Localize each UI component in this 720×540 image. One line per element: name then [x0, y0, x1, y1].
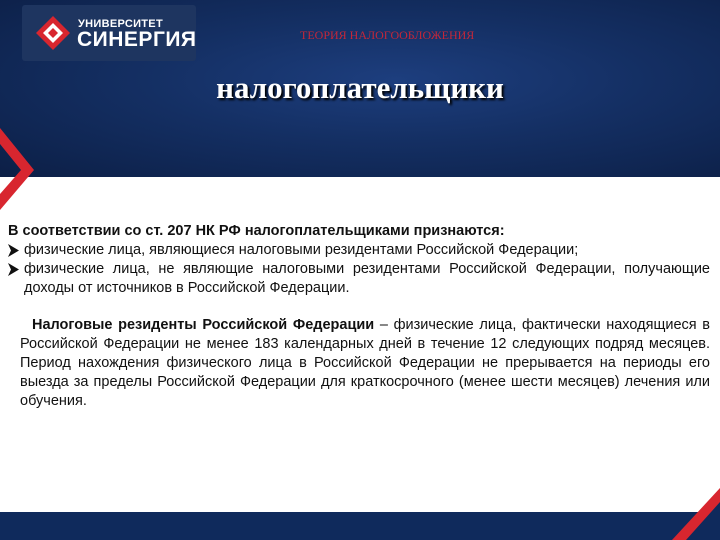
header-banner [0, 0, 720, 177]
university-logo[interactable] [22, 5, 196, 61]
intro-text: В соответствии со ст. 207 НК РФ налогоплательщиками признаются: [8, 223, 505, 239]
arrow-bullet-icon [8, 244, 19, 257]
topic-label: ТЕОРИЯ НАЛОГООБЛОЖЕНИЯ [300, 28, 475, 42]
taxpayer-list [8, 241, 710, 298]
residents-definition [8, 316, 710, 411]
footer-stripe [0, 512, 720, 540]
red-chevron-decoration [0, 100, 50, 210]
logo-university-text: УНИВЕРСИТЕТ [78, 18, 163, 30]
residents-text: – физические лица, фактически находящиеся в Российской Федерации не менее 183 календарных дней в течение 12 следующих подряд месяцев. Период нахождения физического лица в Российской Федерации не прерывается на периоды его выезда за пределы Российской Федерации для краткосрочного (менее шести месяцев) лечения или обучения. [20, 317, 710, 409]
slide-content [8, 222, 710, 411]
residents-term: Налоговые резиденты Российской Федерации [32, 317, 375, 333]
list-item [8, 241, 710, 260]
logo-synergy-text: СИНЕРГИЯ [77, 28, 197, 51]
list-item [8, 260, 710, 298]
synergy-emblem-icon [35, 15, 71, 51]
arrow-bullet-icon [8, 263, 19, 276]
red-corner-decoration [650, 488, 720, 540]
slide-title: налогоплательщики [216, 70, 504, 105]
list-item-text: физические лица, не являющие налоговыми резидентами Российской Федерации, получающие доходы от источников в Российской Федерации. [24, 261, 710, 296]
list-item-text: физические лица, являющиеся налоговыми резидентами Российской Федерации; [24, 242, 579, 258]
